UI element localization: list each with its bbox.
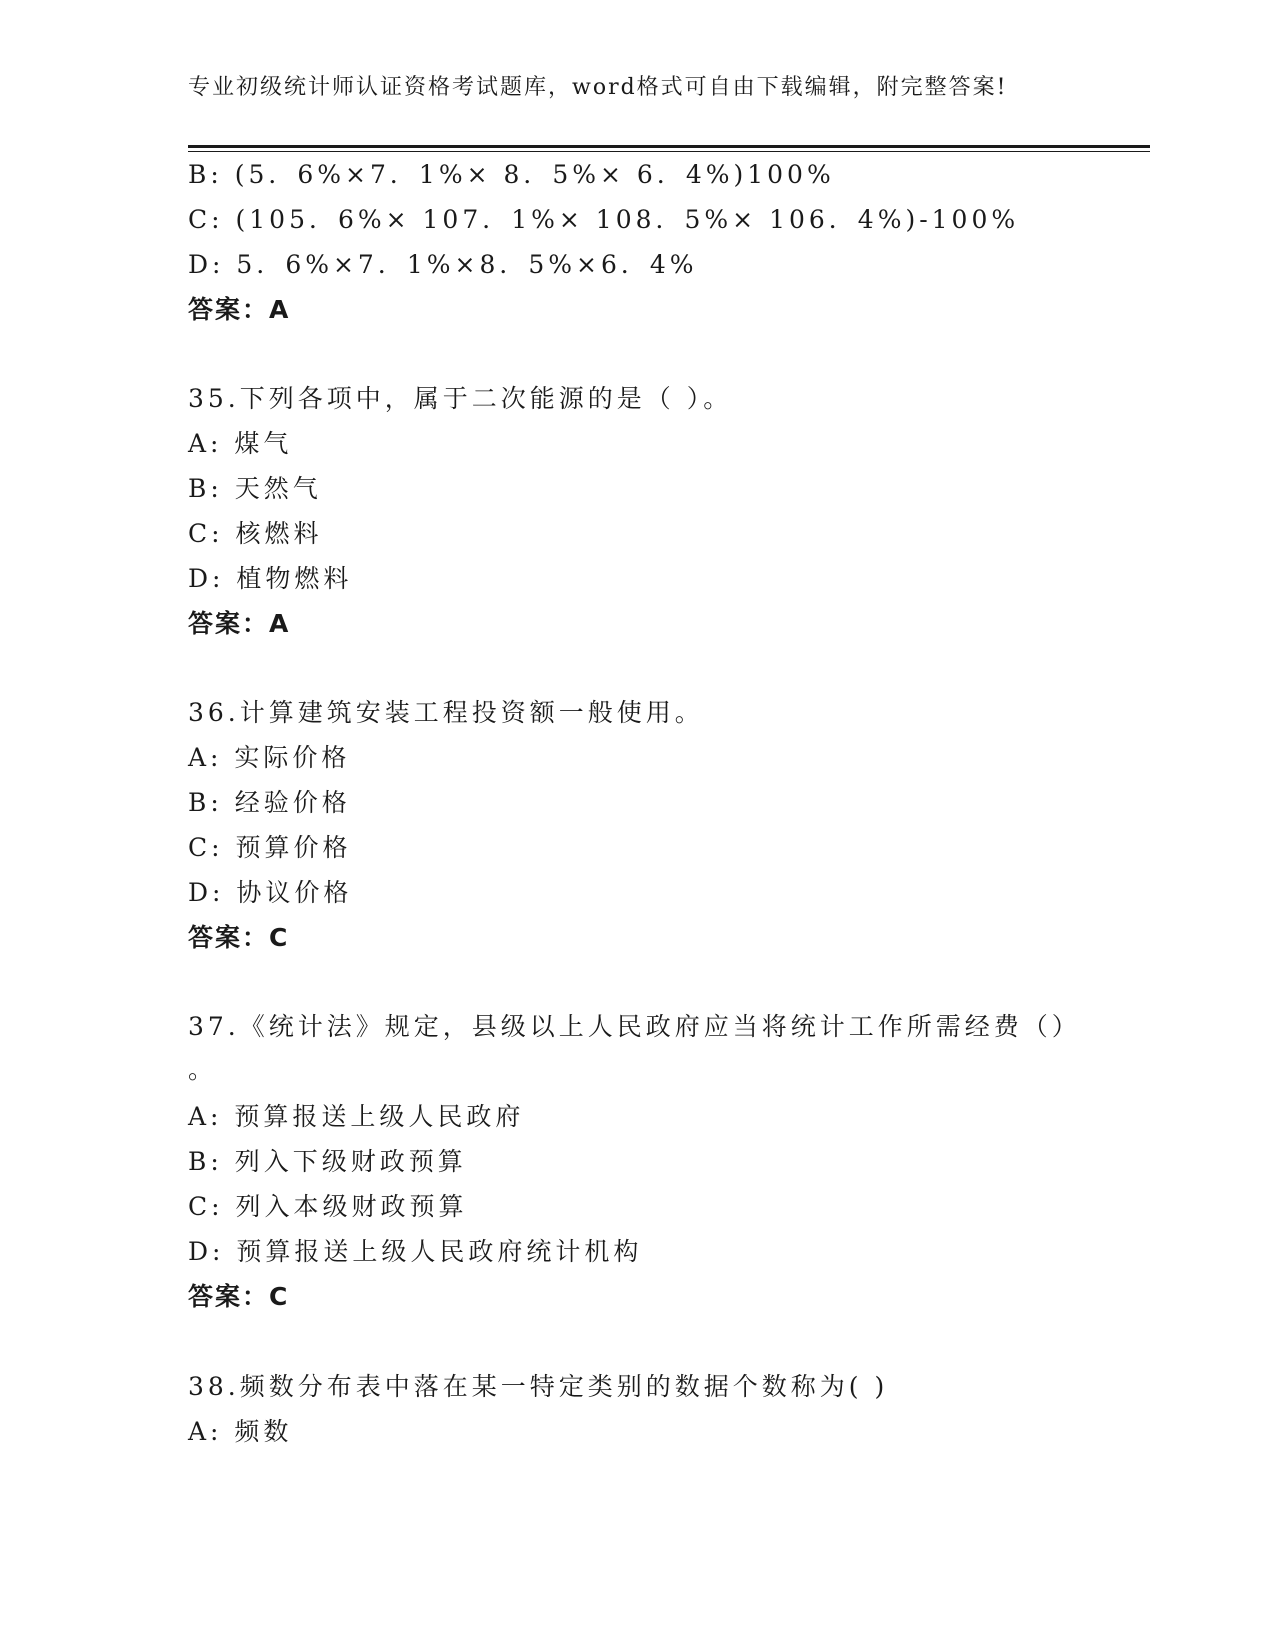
option-c: C: 核燃料	[188, 519, 323, 548]
option-c: C: (105．6%× 107．1%× 108．5%× 106．4%)-100%	[188, 205, 1020, 234]
question-stem: 37.《统计法》规定，县级以上人民政府应当将统计工作所需经费（）	[188, 1012, 1081, 1041]
option-b: B: 经验价格	[188, 788, 351, 817]
option-a: A: 预算报送上级人民政府	[188, 1102, 525, 1131]
option-b: B: (5．6%×7．1%× 8．5%× 6．4%)100%	[188, 160, 835, 189]
answer-label: 答案：C	[188, 923, 290, 952]
option-a: A: 频数	[188, 1417, 293, 1446]
option-c: C: 列入本级财政预算	[188, 1192, 468, 1221]
question-stem-continuation: 。	[188, 1055, 218, 1084]
header-rule-thin	[188, 151, 1150, 152]
answer-label: 答案：C	[188, 1282, 290, 1311]
option-d: D: 5．6%×7．1%×8．5%×6．4%	[188, 250, 698, 279]
option-a: A: 实际价格	[188, 743, 351, 772]
question-stem: 38.频数分布表中落在某一特定类别的数据个数称为( )	[188, 1372, 889, 1401]
header-rule-thick	[188, 145, 1150, 148]
question-stem: 36.计算建筑安装工程投资额一般使用。	[188, 698, 704, 727]
option-d: D: 植物燃料	[188, 564, 353, 593]
question-stem: 35.下列各项中，属于二次能源的是（ ）。	[188, 384, 733, 413]
option-d: D: 预算报送上级人民政府统计机构	[188, 1237, 643, 1266]
option-a: A: 煤气	[188, 429, 293, 458]
option-d: D: 协议价格	[188, 878, 353, 907]
page-header: 专业初级统计师认证资格考试题库，word格式可自由下载编辑，附完整答案!	[188, 75, 1008, 100]
answer-label: 答案：A	[188, 295, 291, 324]
option-b: B: 列入下级财政预算	[188, 1147, 467, 1176]
answer-label: 答案：A	[188, 609, 291, 638]
option-b: B: 天然气	[188, 474, 322, 503]
option-c: C: 预算价格	[188, 833, 352, 862]
